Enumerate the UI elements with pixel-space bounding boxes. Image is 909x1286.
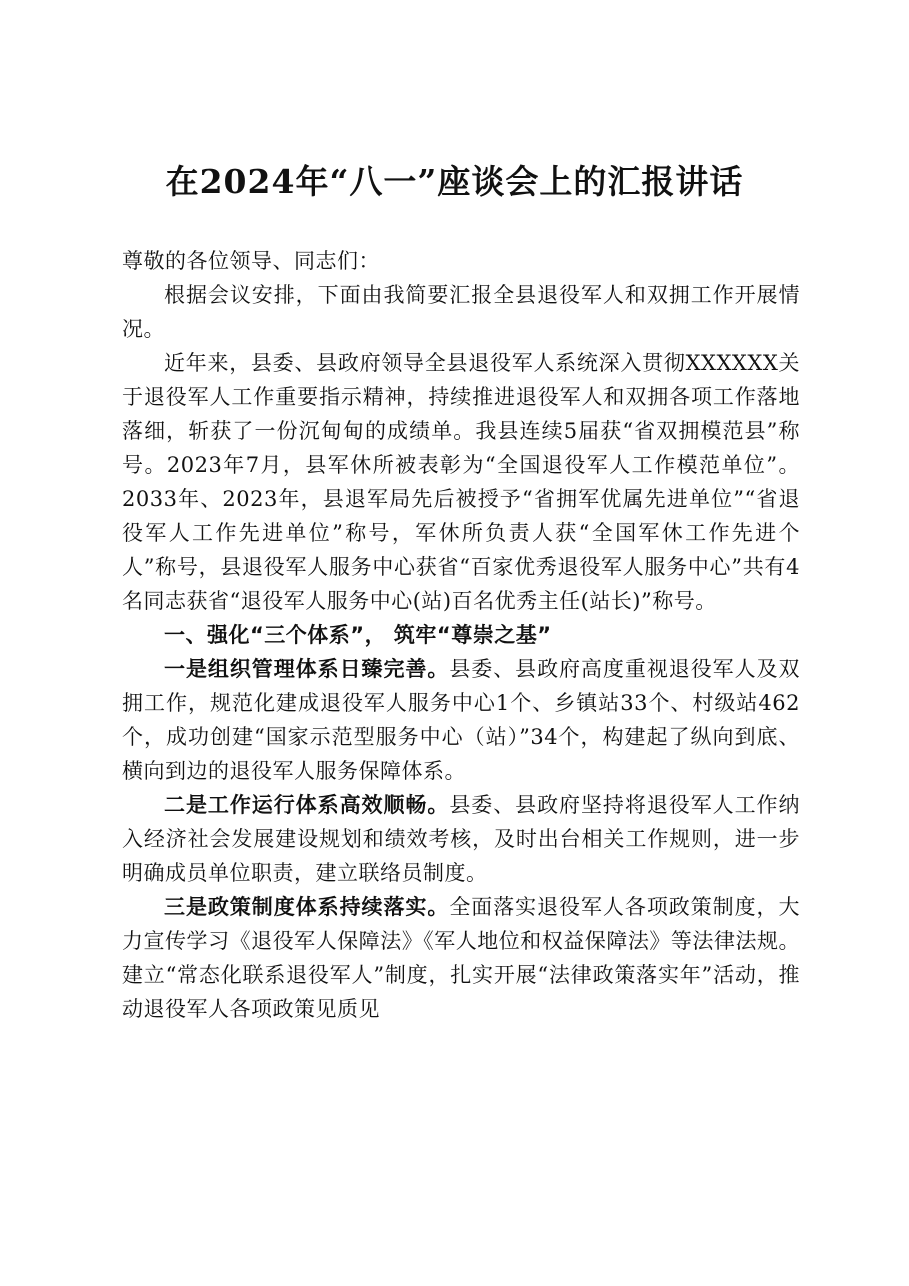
paragraph-text-organization: 县委、县政府高度重视退役军人及双拥工作，规范化建成退役军人服务中心1个、乡镇站33个、村级站462个，成功创建“国家示范型服务中心（站）”34个，构建起了纵向到底、横向到边的退役军人服务保障体系。 [122,657,801,783]
paragraph-lead-policy: 三是政策制度体系持续落实。 [164,894,450,919]
paragraph-policy [122,890,800,1026]
document-title: 在2024年“八一”座谈会上的汇报讲话 [165,162,744,201]
paragraph-text-policy: 全面落实退役军人各项政策制度，大力宣传学习《退役军人保障法》《军人地位和权益保障法》等法律法规。建立“常态化联系退役军人”制度，扎实开展“法律政策落实年”活动，推动退役军人各项政策见质见 [122,895,801,1021]
document-body [122,244,800,1026]
paragraph-lead-operation: 二是工作运行体系高效顺畅。 [164,792,450,817]
salutation: 尊敬的各位领导、同志们： [122,249,380,273]
paragraph-organization [122,652,800,788]
paragraph-achievements: 近年来，县委、县政府领导全县退役军人系统深入贯彻XXXXXX关于退役军人工作重要指示精神，持续推进退役军人和双拥各项工作落地落细，斩获了一份沉甸甸的成绩单。我县连续5届获“省双拥模范县”称号。2023年7月，县军休所被表彰为“全国退役军人工作模范单位”。2033年、2023年，县退军局先后被授予“省拥军优属先进单位”“省退役军人工作先进单位”称号，军休所负责人获“全国军休工作先进个人”称号，县退役军人服务中心获省“百家优秀退役军人服务中心”共有4名同志获省“退役军人服务中心(站)百名优秀主任(站长)”称号。 [122,351,800,613]
paragraph-intro: 根据会议安排，下面由我简要汇报全县退役军人和双拥工作开展情况。 [122,283,800,341]
paragraph-text-operation: 县委、县政府坚持将退役军人工作纳入经济社会发展建设规划和绩效考核，及时出台相关工作规则，进一步明确成员单位职责，建立联络员制度。 [122,793,801,885]
paragraph-lead-organization: 一是组织管理体系日臻完善。 [164,656,450,681]
section-heading-1: 一、强化“三个体系”， 筑牢“尊崇之基” [164,623,552,647]
paragraph-operation [122,788,800,890]
